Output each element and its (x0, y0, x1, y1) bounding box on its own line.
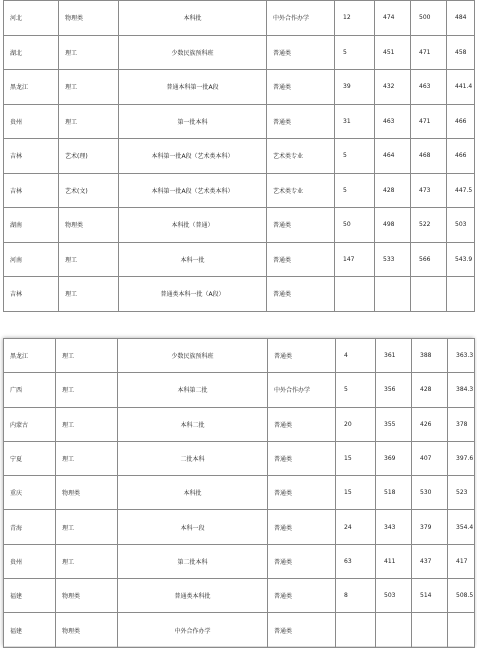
cell-category: 普通类 (268, 544, 336, 578)
cell-min-score: 518 (376, 476, 412, 510)
cell-subject-type: 理工 (56, 373, 118, 407)
cell-min-score: 498 (375, 208, 411, 243)
cell-enrolled-count: 5 (335, 139, 375, 174)
cell-province: 重庆 (4, 476, 56, 510)
cell-min-score: 369 (376, 441, 412, 475)
cell-subject-type: 物理类 (59, 1, 119, 36)
cell-enrolled-count: 63 (336, 544, 376, 578)
cell-category: 中外合作办学 (268, 373, 336, 407)
table-row (4, 1, 475, 36)
cell-province: 河北 (4, 1, 59, 36)
cell-enrolled-count (336, 613, 376, 647)
cell-category: 中外合作办学 (267, 1, 335, 36)
cell-avg-score: 466 (447, 104, 475, 139)
cell-batch: 第一批本科 (119, 104, 267, 139)
cell-province: 贵州 (4, 104, 59, 139)
score-table (3, 0, 475, 312)
cell-category: 普通类 (267, 208, 335, 243)
table-row (4, 544, 475, 578)
cell-avg-score: 441.4 (447, 70, 475, 105)
admission-table-bottom (3, 338, 474, 646)
table-row (4, 35, 475, 70)
cell-avg-score: 484 (447, 1, 475, 36)
cell-avg-score: 363.3 (448, 339, 475, 373)
cell-enrolled-count: 12 (335, 1, 375, 36)
cell-category: 艺术类专业 (267, 173, 335, 208)
cell-max-score: 463 (411, 70, 447, 105)
cell-max-score: 522 (411, 208, 447, 243)
cell-batch: 本科第一批A段（艺术类本科） (119, 139, 267, 174)
cell-enrolled-count (335, 277, 375, 312)
table-row (4, 208, 475, 243)
cell-max-score: 473 (411, 173, 447, 208)
cell-category: 普通类 (268, 407, 336, 441)
cell-province: 河南 (4, 242, 59, 277)
cell-subject-type: 理工 (59, 35, 119, 70)
cell-enrolled-count: 50 (335, 208, 375, 243)
table-row (4, 373, 475, 407)
cell-province: 福建 (4, 579, 56, 613)
cell-max-score: 471 (411, 104, 447, 139)
cell-min-score: 463 (375, 104, 411, 139)
cell-subject-type: 理工 (56, 441, 118, 475)
cell-enrolled-count: 5 (335, 35, 375, 70)
cell-avg-score (448, 613, 475, 647)
cell-category: 普通类 (267, 277, 335, 312)
cell-batch: 少数民族预科班 (118, 339, 268, 373)
admission-table-top (3, 0, 474, 312)
cell-avg-score: 378 (448, 407, 475, 441)
cell-category: 普通类 (268, 613, 336, 647)
cell-min-score (376, 613, 412, 647)
cell-province: 福建 (4, 613, 56, 647)
cell-max-score: 468 (411, 139, 447, 174)
cell-category: 普通类 (267, 35, 335, 70)
cell-batch: 普通类本科批 (118, 579, 268, 613)
cell-subject-type: 物理类 (56, 579, 118, 613)
cell-enrolled-count: 15 (336, 476, 376, 510)
cell-category: 普通类 (267, 242, 335, 277)
cell-max-score: 379 (412, 510, 448, 544)
cell-batch: 本科批（普通） (119, 208, 267, 243)
cell-avg-score: 543.9 (447, 242, 475, 277)
cell-enrolled-count: 20 (336, 407, 376, 441)
cell-category: 普通类 (268, 476, 336, 510)
table-row (4, 104, 475, 139)
cell-batch: 本科一批 (119, 242, 267, 277)
cell-enrolled-count: 147 (335, 242, 375, 277)
cell-province: 湖南 (4, 208, 59, 243)
cell-batch: 少数民族预科班 (119, 35, 267, 70)
cell-subject-type: 物理类 (59, 208, 119, 243)
cell-avg-score: 384.3 (448, 373, 475, 407)
cell-max-score: 437 (412, 544, 448, 578)
cell-batch: 二批本科 (118, 441, 268, 475)
cell-max-score: 514 (412, 579, 448, 613)
cell-min-score: 432 (375, 70, 411, 105)
cell-category: 普通类 (268, 579, 336, 613)
cell-province: 宁夏 (4, 441, 56, 475)
table-row (4, 70, 475, 105)
cell-min-score: 428 (375, 173, 411, 208)
cell-min-score: 474 (375, 1, 411, 36)
cell-max-score (411, 277, 447, 312)
cell-province: 吉林 (4, 139, 59, 174)
table-row (4, 579, 475, 613)
cell-avg-score: 508.5 (448, 579, 475, 613)
cell-avg-score (447, 277, 475, 312)
cell-max-score: 471 (411, 35, 447, 70)
cell-max-score (412, 613, 448, 647)
cell-batch: 本科二批 (118, 407, 268, 441)
cell-min-score (375, 277, 411, 312)
cell-enrolled-count: 31 (335, 104, 375, 139)
cell-max-score: 407 (412, 441, 448, 475)
cell-subject-type: 艺术(文) (59, 173, 119, 208)
cell-subject-type: 理工 (56, 407, 118, 441)
cell-max-score: 428 (412, 373, 448, 407)
cell-min-score: 343 (376, 510, 412, 544)
table-row (4, 510, 475, 544)
table-row (4, 407, 475, 441)
cell-province: 广西 (4, 373, 56, 407)
cell-category: 艺术类专业 (267, 139, 335, 174)
table-row (4, 613, 475, 647)
cell-subject-type: 理工 (56, 544, 118, 578)
table-row (4, 173, 475, 208)
cell-min-score: 356 (376, 373, 412, 407)
cell-min-score: 411 (376, 544, 412, 578)
cell-batch: 中外合作办学 (118, 613, 268, 647)
table-row (4, 476, 475, 510)
cell-batch: 本科批 (119, 1, 267, 36)
cell-province: 吉林 (4, 277, 59, 312)
cell-avg-score: 503 (447, 208, 475, 243)
table-row (4, 441, 475, 475)
cell-category: 普通类 (268, 339, 336, 373)
cell-province: 黑龙江 (4, 70, 59, 105)
cell-avg-score: 523 (448, 476, 475, 510)
cell-max-score: 566 (411, 242, 447, 277)
cell-subject-type: 理工 (59, 70, 119, 105)
cell-min-score: 464 (375, 139, 411, 174)
cell-province: 吉林 (4, 173, 59, 208)
table-row (4, 242, 475, 277)
cell-enrolled-count: 39 (335, 70, 375, 105)
cell-enrolled-count: 4 (336, 339, 376, 373)
cell-max-score: 426 (412, 407, 448, 441)
cell-batch: 本科批 (118, 476, 268, 510)
cell-province: 青海 (4, 510, 56, 544)
cell-enrolled-count: 15 (336, 441, 376, 475)
cell-province: 内蒙古 (4, 407, 56, 441)
cell-min-score: 361 (376, 339, 412, 373)
cell-province: 湖北 (4, 35, 59, 70)
cell-min-score: 533 (375, 242, 411, 277)
cell-batch: 本科第二批 (118, 373, 268, 407)
table-row (4, 139, 475, 174)
table-row (4, 277, 475, 312)
cell-max-score: 388 (412, 339, 448, 373)
cell-category: 普通类 (268, 441, 336, 475)
cell-batch: 第二批本科 (118, 544, 268, 578)
cell-min-score: 451 (375, 35, 411, 70)
cell-batch: 普通本科第一批A段 (119, 70, 267, 105)
cell-category: 普通类 (267, 70, 335, 105)
cell-subject-type: 理工 (56, 339, 118, 373)
cell-batch: 普通类本科一批（A段） (119, 277, 267, 312)
cell-subject-type: 理工 (59, 104, 119, 139)
cell-min-score: 503 (376, 579, 412, 613)
cell-max-score: 530 (412, 476, 448, 510)
cell-batch: 本科第一批A段（艺术类本科） (119, 173, 267, 208)
cell-avg-score: 466 (447, 139, 475, 174)
cell-batch: 本科一段 (118, 510, 268, 544)
cell-avg-score: 397.6 (448, 441, 475, 475)
cell-avg-score: 354.4 (448, 510, 475, 544)
cell-subject-type: 物理类 (56, 613, 118, 647)
cell-subject-type: 物理类 (56, 476, 118, 510)
cell-subject-type: 理工 (59, 242, 119, 277)
cell-enrolled-count: 8 (336, 579, 376, 613)
table-row (4, 339, 475, 373)
cell-province: 黑龙江 (4, 339, 56, 373)
score-table (3, 338, 475, 648)
cell-avg-score: 447.5 (447, 173, 475, 208)
cell-max-score: 500 (411, 1, 447, 36)
cell-enrolled-count: 5 (335, 173, 375, 208)
cell-category: 普通类 (267, 104, 335, 139)
cell-avg-score: 417 (448, 544, 475, 578)
cell-enrolled-count: 24 (336, 510, 376, 544)
cell-subject-type: 艺术(理) (59, 139, 119, 174)
cell-enrolled-count: 5 (336, 373, 376, 407)
cell-subject-type: 理工 (59, 277, 119, 312)
cell-min-score: 355 (376, 407, 412, 441)
panel-gap (0, 312, 477, 338)
cell-subject-type: 理工 (56, 510, 118, 544)
cell-avg-score: 458 (447, 35, 475, 70)
cell-province: 贵州 (4, 544, 56, 578)
cell-category: 普通类 (268, 510, 336, 544)
